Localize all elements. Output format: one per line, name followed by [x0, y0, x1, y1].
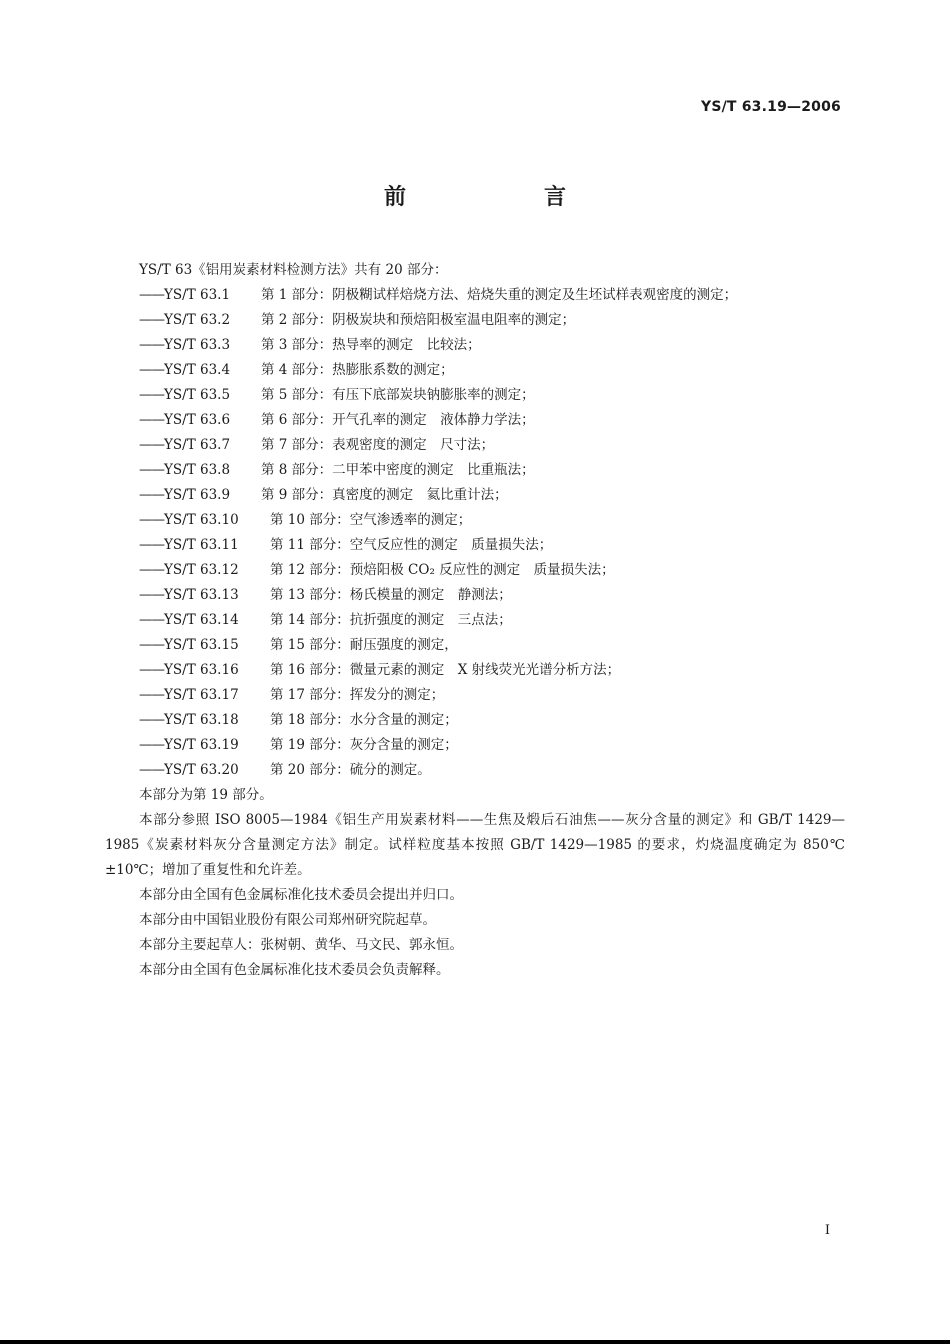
part-code: YS/T 63.17 [164, 687, 239, 703]
part-title: 第 15 部分：耐压强度的测定， [270, 637, 458, 653]
proposed-by-line: 本部分由全国有色金属标准化技术委员会提出并归口。 [139, 887, 463, 903]
page-bottom-rule [0, 1340, 950, 1344]
part-list-item [105, 558, 845, 583]
page-title: 前 言 [383, 185, 624, 210]
standard-code: YS/T 63.19—2006 [700, 99, 841, 115]
part-code: YS/T 63.15 [164, 637, 239, 653]
list-dash: —— [139, 712, 164, 728]
part-title: 第 18 部分：水分含量的测定； [270, 712, 458, 728]
part-code: YS/T 63.20 [164, 762, 239, 778]
list-dash: —— [139, 637, 164, 653]
part-title: 第 1 部分：阴极糊试样焙烧方法、焙烧失重的测定及生坯试样表观密度的测定； [261, 287, 738, 303]
part-code: YS/T 63.8 [164, 462, 231, 478]
part-code: YS/T 63.10 [164, 512, 239, 528]
part-list-item [105, 333, 845, 358]
part-code: YS/T 63.12 [164, 562, 239, 578]
part-title: 第 2 部分：阴极炭块和预焙阳极室温电阻率的测定； [261, 312, 576, 328]
part-code: YS/T 63.6 [164, 412, 231, 428]
part-code: YS/T 63.1 [164, 287, 231, 303]
list-dash: —— [139, 437, 164, 453]
part-code: YS/T 63.7 [164, 437, 231, 453]
list-dash: —— [139, 337, 164, 353]
list-dash: —— [139, 737, 164, 753]
page-number: I [824, 1223, 830, 1238]
part-title: 第 6 部分：开气孔率的测定 液体静力学法； [261, 412, 535, 428]
part-list-item [105, 358, 845, 383]
part-code: YS/T 63.11 [164, 537, 239, 553]
part-code: YS/T 63.19 [164, 737, 239, 753]
part-list-item [105, 308, 845, 333]
part-list-item [105, 733, 845, 758]
list-dash: —— [139, 512, 164, 528]
this-part-line: 本部分为第 19 部分。 [139, 787, 273, 803]
list-dash: —— [139, 287, 164, 303]
part-code: YS/T 63.13 [164, 587, 239, 603]
part-title: 第 14 部分：抗折强度的测定 三点法； [270, 612, 512, 628]
part-list-item [105, 758, 845, 783]
list-dash: —— [139, 412, 164, 428]
drafted-by-line: 本部分由中国铝业股份有限公司郑州研究院起草。 [139, 912, 436, 928]
part-code: YS/T 63.2 [164, 312, 231, 328]
part-code: YS/T 63.5 [164, 387, 231, 403]
part-title: 第 3 部分：热导率的测定 比较法； [261, 337, 481, 353]
part-title: 第 12 部分：预焙阳极 CO₂ 反应性的测定 质量损失法； [270, 562, 615, 578]
part-code: YS/T 63.9 [164, 487, 231, 503]
list-dash: —— [139, 762, 164, 778]
foreword-body [105, 258, 845, 983]
list-dash: —— [139, 312, 164, 328]
list-dash: —— [139, 587, 164, 603]
part-title: 第 10 部分：空气渗透率的测定； [270, 512, 472, 528]
part-title: 第 5 部分：有压下底部炭块钠膨胀率的测定； [261, 387, 535, 403]
part-list-item [105, 483, 845, 508]
part-title: 第 17 部分：挥发分的测定； [270, 687, 445, 703]
list-dash: —— [139, 612, 164, 628]
part-list-item [105, 383, 845, 408]
part-title: 第 9 部分：真密度的测定 氦比重计法； [261, 487, 508, 503]
part-list-item [105, 508, 845, 533]
part-title: 第 7 部分：表观密度的测定 尺寸法； [261, 437, 495, 453]
interpreted-by-line: 本部分由全国有色金属标准化技术委员会负责解释。 [139, 962, 450, 978]
part-list-item [105, 608, 845, 633]
part-code: YS/T 63.3 [164, 337, 231, 353]
list-dash: —— [139, 687, 164, 703]
drafters-line: 本部分主要起草人：张树朝、黄华、马文民、郭永恒。 [139, 937, 463, 953]
part-list-item [105, 433, 845, 458]
part-list-item [105, 283, 845, 308]
list-dash: —— [139, 387, 164, 403]
part-list-item [105, 683, 845, 708]
part-title: 第 16 部分：微量元素的测定 X 射线荧光光谱分析方法； [270, 662, 621, 678]
part-list-item [105, 708, 845, 733]
list-dash: —— [139, 487, 164, 503]
part-title: 第 13 部分：杨氏模量的测定 静测法； [270, 587, 512, 603]
part-list-item [105, 458, 845, 483]
parts-list [105, 283, 845, 783]
intro-line: YS/T 63《铝用炭素材料检测方法》共有 20 部分： [139, 262, 448, 278]
part-code: YS/T 63.14 [164, 612, 239, 628]
list-dash: —— [139, 362, 164, 378]
part-code: YS/T 63.18 [164, 712, 239, 728]
part-title: 第 11 部分：空气反应性的测定 质量损失法； [270, 537, 553, 553]
list-dash: —— [139, 562, 164, 578]
part-list-item [105, 583, 845, 608]
part-title: 第 4 部分：热膨胀系数的测定； [261, 362, 454, 378]
part-title: 第 19 部分：灰分含量的测定； [270, 737, 458, 753]
part-title: 第 20 部分：硫分的测定。 [270, 762, 431, 778]
part-list-item [105, 533, 845, 558]
part-list-item [105, 633, 845, 658]
list-dash: —— [139, 462, 164, 478]
part-title: 第 8 部分：二甲苯中密度的测定 比重瓶法； [261, 462, 535, 478]
list-dash: —— [139, 537, 164, 553]
reference-paragraph: 本部分参照 ISO 8005—1984《铝生产用炭素材料——生焦及煅后石油焦——灰分含量的测定》和 GB/T 1429—1985《炭素材料灰分含量测定方法》制定。试样粒度基本按照 GB/T 1429—1985 的要求，灼烧温度确定为 850℃±10℃；增加了重复性和允许差。 [105, 812, 845, 878]
part-list-item [105, 658, 845, 683]
list-dash: —— [139, 662, 164, 678]
part-code: YS/T 63.4 [164, 362, 231, 378]
part-list-item [105, 408, 845, 433]
part-code: YS/T 63.16 [164, 662, 239, 678]
